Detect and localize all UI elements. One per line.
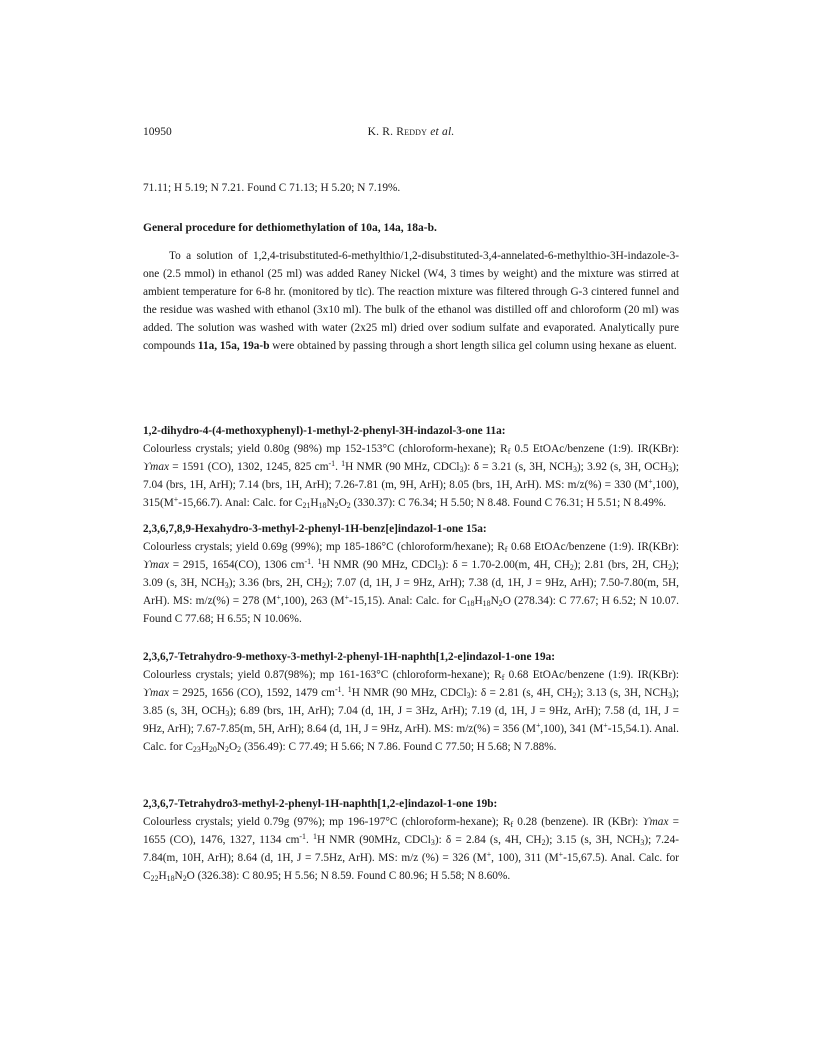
page-number: 10950 xyxy=(143,126,172,138)
compound-data: Colourless crystals; yield 0.87(98%); mp 161-163°C (chloroform-hexane); $R_f$ 0.68 EtOAc/benzene (1:9). IR(KBr): ϒmax = 2925, 1656 (CO), 1592, 1479 $cm^{-1}$. $^1$H NMR (90 MHz, CDCl$_3$): δ = 2.81 (s, 4H, $CH_2$); 3.13 (s, 3H, $NCH_3$); 3.85 (s, 3H, $OCH_3$); 6.89 (brs, 1H, ArH); 7.04 (d, 1H, J = 3Hz, ArH); 7.19 (d, 1H, J = 9Hz, ArH); 7.58 (d, 1H, J = 9Hz, ArH); 7.67-7.85(m, 5H, ArH); 8.64 (d, 1H, J = 9Hz, ArH). MS: m/z(%) = 356 (M+,100), 341 (M+-15,54.1). Anal. Calc. for $C_{23}H_{20}N_2O_2$ (356.49): C 77.49; H 5.66; N 7.86. Found C 77.50; H 5.68; N 7.88%. xyxy=(143,669,679,754)
compound-name: 2,3,6,7-Tetrahydro-9-methoxy-3-methyl-2-phenyl-1H-naphth[1,2-e]indazol-1-one 19a: xyxy=(143,651,555,663)
compound-data: Colourless crystals; yield 0.79g (97%); mp 196-197°C (chloroform-hexane); $R_f$ 0.28 (benzene). IR (KBr): ϒmax = 1655 (CO), 1476, 1327, 1134 $cm^{-1}$. $^1$H NMR (90MHz, CDCl$_3$): δ = 2.84 (s, 4H, $CH_2$); 3.15 (s, 3H, $NCH_3$); 7.24-7.84(m, 10H, ArH); 8.64 (d, 1H, J = 7.5Hz, ArH). MS: m/z (%) = 326 (M+, 100), 311 (M+-15,67.5). Anal. Calc. for $C_{22}H_{18}N_2O$ (326.38): C 80.95; H 5.56; N 8.59. Found C 80.96; H 5.58; N 8.60%. xyxy=(143,816,679,883)
running-head-suffix: et al. xyxy=(430,126,455,138)
compound-11a xyxy=(143,422,679,512)
compound-data: Colourless crystals; yield 0.80g (98%) mp 152-153°C (chloroform-hexane); $R_f$ 0.5 EtOAc/benzene (1:9). IR(KBr): ϒmax = 1591 (CO), 1302, 1245, 825 $cm^{-1}$. $^1$H NMR (90 MHz, CDCl$_3$): δ = 3.21 (s, 3H, $NCH_3$); 3.92 (s, 3H, $OCH_3$); 7.04 (brs, 1H, ArH); 7.14 (brs, 1H, ArH); 7.26-7.81 (m, 9H, ArH); 8.05 (brs, 1H, ArH). MS: m/z(%) = 330 (M+,100), 315(M+-15,66.7). Anal: Calc. for $C_{21}H_{18}N_2O_2$ (330.37): C 76.34; H 5.50; N 8.48. Found C 76.31; H 5.51; N 8.49%. xyxy=(143,443,679,510)
compound-name: 2,3,6,7-Tetrahydro3-methyl-2-phenyl-1H-naphth[1,2-e]indazol-1-one 19b: xyxy=(143,798,498,810)
page-header xyxy=(143,126,679,142)
compound-19b xyxy=(143,795,679,885)
procedure-text-1: To a solution of 1,2,4-trisubstituted-6-methylthio/1,2-disubstituted-3,4-annelated-6-methylthio-3H-indazole-3-one (2.5 mmol) in ethanol (25 ml) was added Raney Nickel (W4, 3 times by weight) and the mixture was stirred at ambient temperature for 6-8 hr. (monitored by tlc). The reaction mixture was filtered through G-3 cintered funnel and the residue was washed with ethanol (3x10 ml). The bulk of the ethanol was distilled off and chloroform (20 ml) was added. The solution was washed with water (2x25 ml) dried over sodium sulfate and evaporated. Analytically pure compounds xyxy=(143,250,679,352)
procedure-paragraph xyxy=(143,247,679,355)
compound-data: Colourless crystals; yield 0.69g (99%); mp 185-186°C (chloroform/hexane); $R_f$ 0.68 EtOAc/benzene (1:9). IR(KBr): ϒmax = 2915, 1654(CO), 1306 $cm^{-1}$. $^1$H NMR (90 MHz, CDCl$_3$): δ = 1.70-2.00(m, 4H, $CH_2$); 2.81 (brs, 2H, $CH_2$); 3.09 (s, 3H, $NCH_3$); 3.36 (brs, 2H, $CH_2$); 7.07 (d, 1H, J = 9Hz, ArH); 7.38 (d, 1H, J = 9Hz, ArH); 7.50-7.80(m, 5H, ArH). MS: m/z(%) = 278 (M+,100), 263 (M+-15,15). Anal: Calc. for $C_{18}H_{18}N_2O$ (278.34): C 77.67; H 6.52; N 10.07. Found C 77.68; H 6.55; N 10.06%. xyxy=(143,541,680,625)
compound-19a xyxy=(143,648,679,756)
continuation-line: 71.11; H 5.19; N 7.21. Found C 71.13; H 5.20; N 7.19%. xyxy=(143,182,401,194)
section-title: General procedure for dethiomethylation of 10a, 14a, 18a-b. xyxy=(143,222,437,234)
running-head-author: K. R. Reddy xyxy=(367,126,428,138)
compound-name: 2,3,6,7,8,9-Hexahydro-3-methyl-2-phenyl-1H-benz[e]indazol-1-one 15a: xyxy=(143,523,487,535)
procedure-text-2: were obtained by passing through a short length silica gel column using hexane as eluent. xyxy=(269,340,677,352)
compound-15a xyxy=(143,520,679,628)
running-head xyxy=(143,126,679,138)
procedure-bold-compounds: 11a, 15a, 19a-b xyxy=(197,340,270,352)
compound-name: 1,2-dihydro-4-(4-methoxyphenyl)-1-methyl-2-phenyl-3H-indazol-3-one 11a: xyxy=(143,425,506,437)
